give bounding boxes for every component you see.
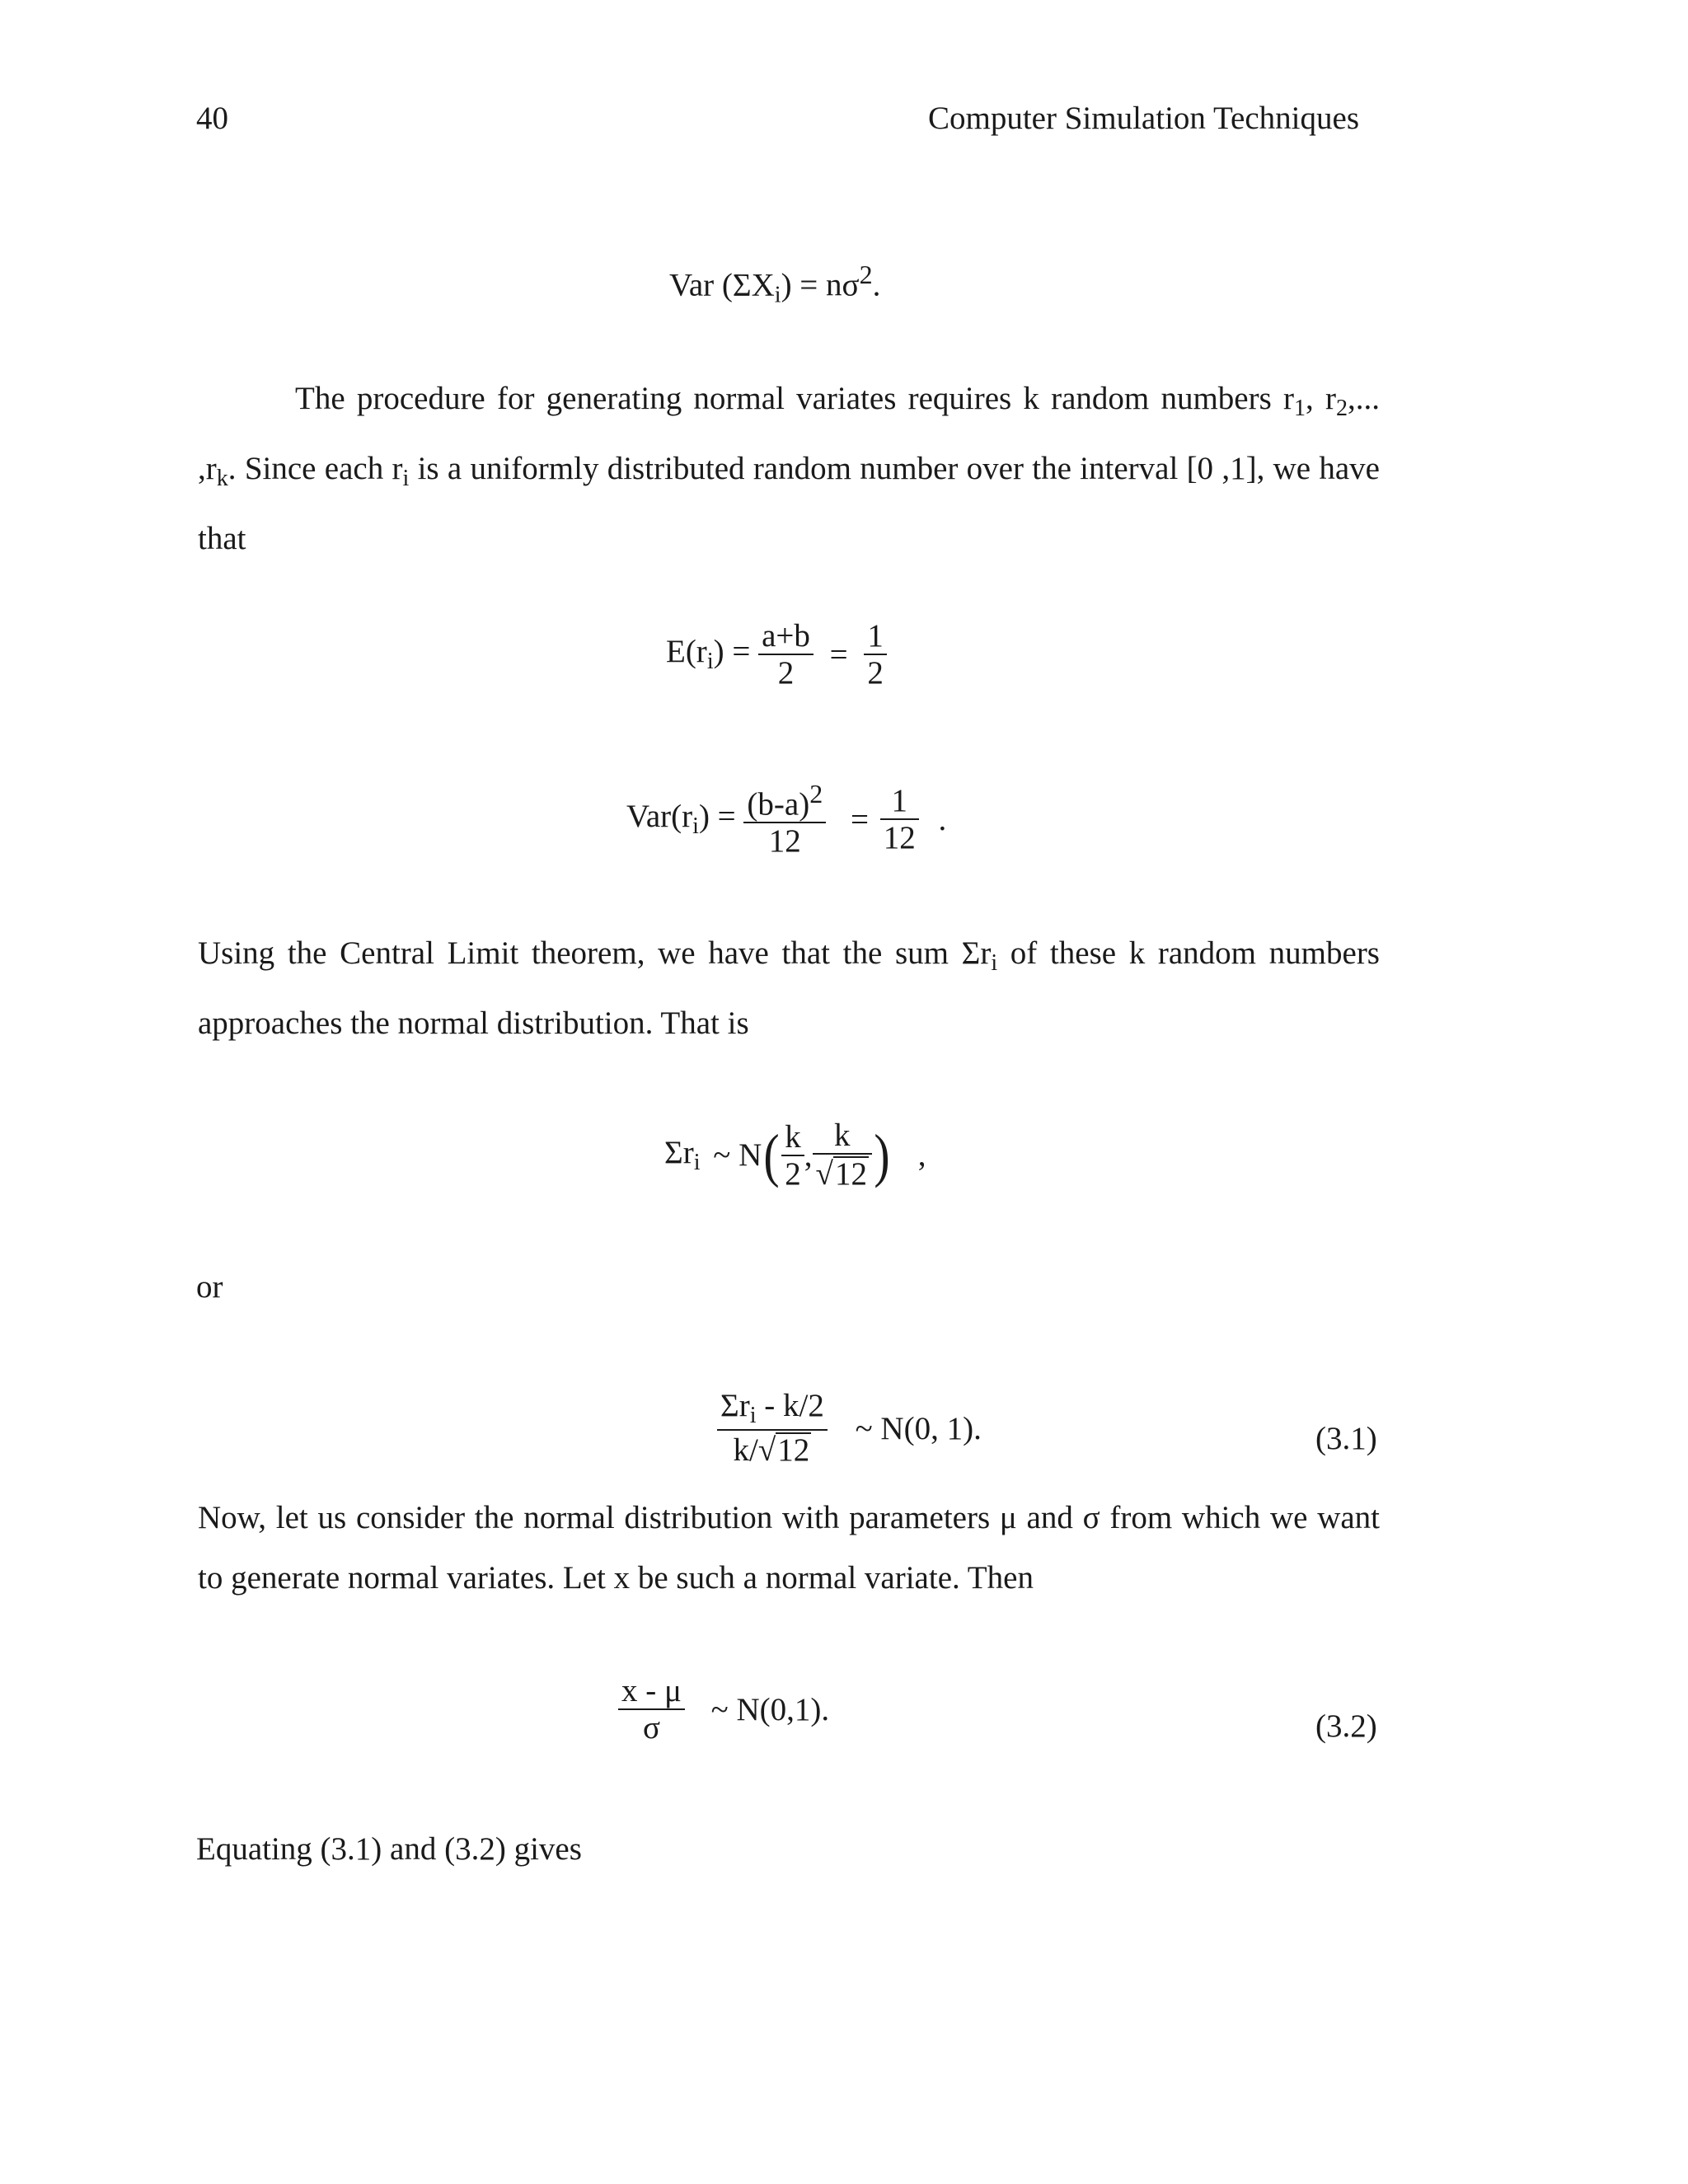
- paragraph-equating: Equating (3.1) and (3.2) gives: [196, 1831, 582, 1867]
- paragraph-central-limit: Using the Central Limit theorem, we have that the sum $\Sigma r_i$ of these k random numbers approaches the normal distribution. That is: [198, 935, 1380, 1041]
- left-parenthesis: (: [763, 1122, 780, 1188]
- equation-label-3-2: (3.2): [1315, 1708, 1377, 1744]
- fraction-b-minus-a-squared-over-12: $\frac{(b-a)^2}{12}$: [743, 781, 826, 857]
- fraction-a-plus-b-over-2: $\frac{a+b}{2}$: [758, 620, 814, 689]
- word-or: or: [196, 1269, 223, 1305]
- radical-sign: √: [815, 1156, 833, 1192]
- radical-sign: √: [757, 1432, 776, 1468]
- fraction-x-minus-mu-over-sigma: $\frac{x - \mu}{\sigma}$: [618, 1675, 685, 1744]
- equation-3-2: $\frac{x - \mu}{\sigma}$ ~ N(0,1).: [618, 1675, 829, 1744]
- equation-variance-ri: $Var(r_i)$ = $\frac{(b-a)^2}{12}$ = $\frac{1}{12}$ .: [626, 780, 947, 860]
- equation-variance-of-sum: Var $(\Sigma X_i) = n\sigma^2$.: [669, 260, 881, 308]
- fraction-one-half: $\frac{1}{2}$: [864, 620, 887, 689]
- fraction-k-over-2: $\frac{k}{2}$: [781, 1121, 804, 1190]
- running-title: Computer Simulation Techniques: [928, 101, 1359, 136]
- paragraph-normal-parameters: Now, let us consider the normal distribution with parameters μ and σ from which we want to generate normal variates. Let x be such a normal variate. Then: [198, 1500, 1380, 1596]
- paragraph-procedure: The procedure for generating normal variates requires k random numbers $r_1$, $r_2$,... $,r_k$. Since each $r_i$ is a uniformly distributed random number over the interval [0 ,1], we have that: [198, 381, 1380, 556]
- fraction-k-over-sqrt-12: $\frac{k}{√12}$: [813, 1119, 872, 1192]
- right-parenthesis: ): [874, 1122, 890, 1188]
- equation-clt-sum: $\Sigma r_i$ ~ N( $\frac{k}{2}$ , $\frac{k}{√12}$ ) ,: [664, 1118, 926, 1192]
- equation-3-1: $\frac{\Sigma r_i - k/2}{k/√12}$ ~ N(0, 1).: [717, 1390, 982, 1468]
- page-number: 40: [196, 101, 228, 136]
- equation-label-3-1: (3.1): [1315, 1421, 1377, 1456]
- fraction-one-twelfth: $\frac{1}{12}$: [880, 785, 919, 854]
- equation-expected-value: $E(r_i)$ = $\frac{a+b}{2}$ = $\frac{1}{2}$: [666, 620, 887, 689]
- fraction-standardized-sum: $\frac{\Sigma r_i - k/2}{k/√12}$: [717, 1390, 828, 1468]
